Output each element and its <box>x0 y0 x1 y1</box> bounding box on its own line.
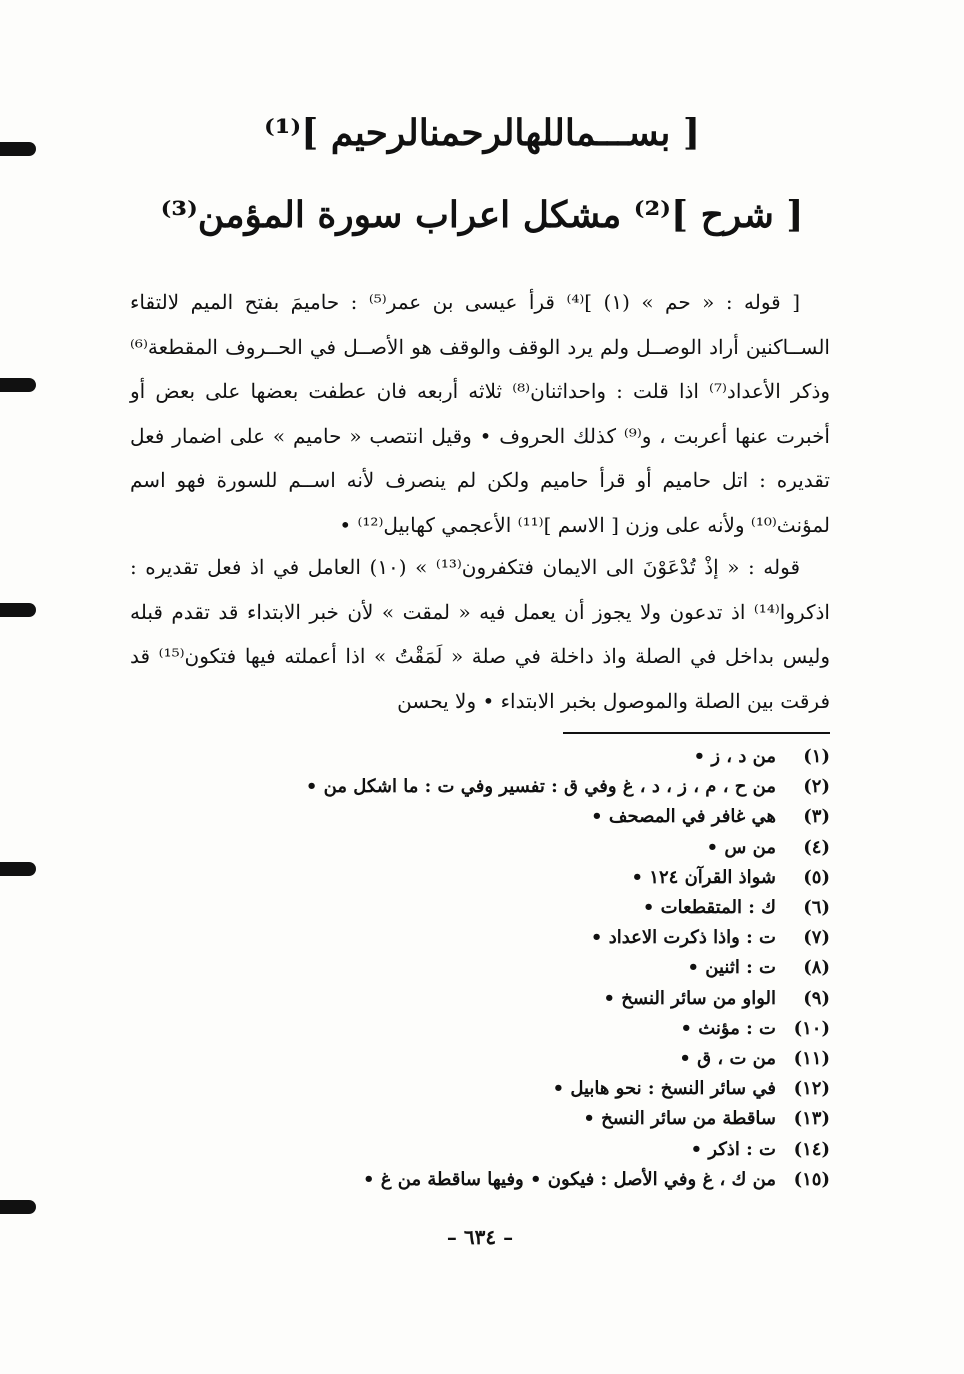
footnote-text: ك : المتقطعات • <box>642 897 776 919</box>
footnote-text: من س • <box>706 836 776 858</box>
footnote-item <box>150 802 830 832</box>
footnote-text: من د ، ز • <box>693 746 776 767</box>
footnote-number: (٧) <box>803 927 830 949</box>
footnote-text: ت : اذكر • <box>690 1138 776 1160</box>
footnote-text: في سائر النسخ : نحو هابيل • <box>552 1078 776 1100</box>
footnote-text: هي غافر في المصحف • <box>591 806 776 828</box>
body-paragraph-2 <box>130 545 830 723</box>
footnote-item <box>150 1165 830 1195</box>
edge-binding-mark <box>0 1200 36 1214</box>
footnote-number: (٥) <box>803 866 830 888</box>
edge-binding-mark <box>0 378 36 392</box>
footnote-item <box>150 893 830 923</box>
footnote-number: (١٢) <box>793 1078 830 1100</box>
edge-binding-mark <box>0 142 36 156</box>
footnote-text: من ك ، غ وفي الأصل : فيكون • وفيها ساقطة من غ • <box>362 1168 776 1190</box>
footnote-text: ت : مؤنث • <box>680 1017 776 1039</box>
page-number: – ٦٣٤ – <box>446 1225 514 1249</box>
paragraph-text: قوله : « إذْ تُدْعَوْنَ الى الايمان فتكفرون⁽¹³⁾ » (١٠) العامل في اذ فعل تقديره : اذكروا⁽¹⁴⁾ اذ تدعون ولا يجوز أن يعمل فيه « لمقت » لأن خبر الابتداء قد تقدم قبله وليس بداخل في الصلة واذ داخلة في صلة « لَمَقْتُ » اذا أعملته فيها فتكون⁽¹⁵⁾ قد فرقت بين الصلة والموصول بخبر الابتداء • ولا يحسن <box>130 555 830 713</box>
footnote-item <box>150 863 830 893</box>
edge-binding-mark <box>0 862 36 876</box>
footnote-number: (٨) <box>803 957 830 979</box>
footnote-text: شواذ القرآن ١٢٤ • <box>631 866 776 888</box>
chapter-title: [ شرح ]⁽²⁾ مشكل اعراب سورة المؤمن⁽³⁾ <box>160 194 804 236</box>
footnote-item <box>150 1074 830 1104</box>
footnote-item <box>150 1104 830 1134</box>
footnote-text: ت : واذا ذكرت الاعداد • <box>590 927 776 949</box>
footnotes-list <box>150 742 830 1195</box>
basmala-heading: [ بســـماللهالرحمنالرحيم ]⁽¹⁾ <box>263 112 700 154</box>
footnote-item <box>150 1044 830 1074</box>
footnote-number: (١) <box>803 746 830 767</box>
footnote-text: ت : اثنين • <box>687 957 776 979</box>
footnote-divider <box>563 732 830 734</box>
footnote-number: (١٠) <box>793 1017 830 1039</box>
footnote-text: ساقطة من سائر النسخ • <box>583 1108 776 1130</box>
footnote-text: من ح ، م ، ز ، د ، غ وفي ق : تفسير وفي ت : ما اشكل من • <box>305 776 776 798</box>
edge-binding-mark <box>0 603 36 617</box>
footnote-number: (٦) <box>803 897 830 919</box>
footnote-item <box>150 772 830 802</box>
footnote-number: (١٥) <box>793 1168 830 1190</box>
footnote-item <box>150 984 830 1014</box>
footnote-item <box>150 953 830 983</box>
footnote-number: (١٣) <box>793 1108 830 1130</box>
footnote-number: (٣) <box>803 806 830 828</box>
footnote-number: (٤) <box>803 836 830 858</box>
footnote-number: (١٤) <box>793 1138 830 1160</box>
footnote-number: (٩) <box>803 987 830 1009</box>
footnote-item <box>150 742 830 772</box>
footnote-number: (٢) <box>803 776 830 798</box>
footnote-item <box>150 1135 830 1165</box>
footnote-text: الواو من سائر النسخ • <box>603 987 776 1009</box>
footnote-item <box>150 833 830 863</box>
body-paragraph-1 <box>130 280 830 547</box>
footnote-item <box>150 1014 830 1044</box>
footnote-number: (١١) <box>793 1048 830 1070</box>
footnote-item <box>150 923 830 953</box>
paragraph-text: [ قوله : « حم » (١) ]⁽⁴⁾ قرأ عيسى بن عمر⁽⁵⁾ : حاميمَ بفتح الميم لالتقاء الســاكنين أراد الوصــل ولم يرد الوقف والوقف هو الأصــل في الحــروف المقطعة⁽⁶⁾ وذكر الأعداد⁽⁷⁾ اذا قلت : واحداثنان⁽⁸⁾ ثلاثه أربعه فان عطفت بعضها على بعض أو أخبرت عنها أعربت ، و⁽⁹⁾ كذلك الحروف • وقيل انتصب « حاميم » على اضمار فعل تقديره : اتل حاميم أو قرأ حاميم ولكن لم ينصرف لأنه اســم للسورة فهو اسم لمؤنث⁽¹⁰⁾ ولأنه على وزن [ الاسم ]⁽¹¹⁾ الأعجمي كهابيل⁽¹²⁾ • <box>130 290 831 537</box>
footnote-text: من ت ، ق • <box>679 1048 776 1070</box>
